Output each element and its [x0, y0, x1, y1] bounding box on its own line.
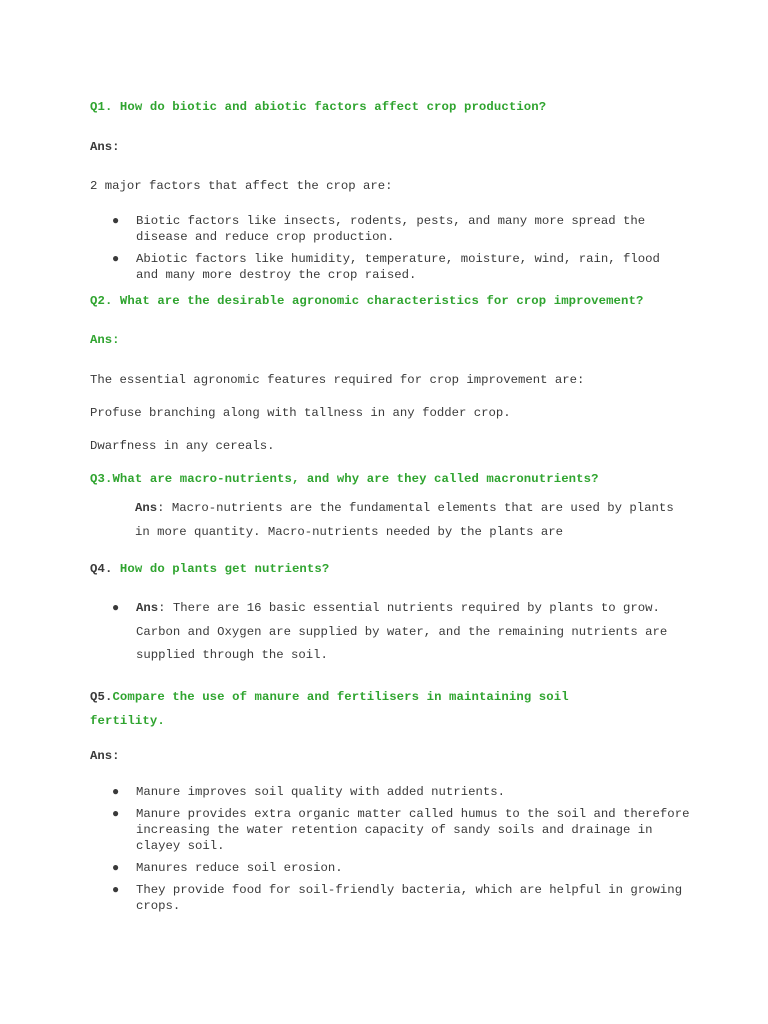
question-3: Q3.What are macro-nutrients, and why are they called macronutrients? — [90, 472, 599, 486]
answer-label-3: Ans — [135, 501, 158, 515]
bullet-dot-icon: ● — [112, 807, 120, 821]
answer-1-intro: 2 major factors that affect the crop are: — [90, 179, 393, 193]
question-5-prefix: Q5. — [90, 690, 113, 704]
answer-4-list — [90, 597, 670, 668]
answer-1-list — [90, 213, 680, 283]
bullet-dot-icon: ● — [112, 785, 120, 799]
question-4-prefix: Q4. — [90, 562, 113, 576]
answer-2-line-2: Profuse branching along with tallness in any fodder crop. — [90, 406, 511, 420]
list-item: ● Abiotic factors like humidity, temperature, moisture, wind, rain, flood and many more destroy the crop raised. — [112, 252, 660, 282]
bullet-dot-icon: ● — [112, 252, 120, 266]
question-1: Q1. How do biotic and abiotic factors affect crop production? — [90, 100, 547, 114]
answer-2-line-1: The essential agronomic features required for crop improvement are: — [90, 373, 585, 387]
list-item: ● They provide food for soil-friendly bacteria, which are helpful in growing crops. — [112, 883, 683, 913]
list-item: ● Biotic factors like insects, rodents, pests, and many more spread the disease and reduce crop production. — [112, 214, 646, 244]
answer-label-2: Ans: — [90, 333, 120, 347]
list-item: ● Manures reduce soil erosion. — [112, 861, 343, 875]
bullet-dot-icon: ● — [112, 601, 120, 615]
bullet-dot-icon: ● — [112, 883, 120, 897]
question-5: Q5.Compare the use of manure and fertilisers in maintaining soil fertility. — [90, 690, 577, 728]
bullet-dot-icon: ● — [112, 214, 120, 228]
list-item: ● Manure improves soil quality with added nutrients. — [112, 785, 505, 799]
answer-3: Ans: Macro-nutrients are the fundamental elements that are used by plants in more quantity. Macro-nutrients needed by the plants are — [135, 501, 674, 539]
answer-label-5: Ans: — [90, 749, 120, 763]
list-item: ● Ans: There are 16 basic essential nutrients required by plants to grow. Carbon and Oxygen are supplied by water, and the remaining nutrients are supplied through the soil. — [90, 597, 670, 668]
question-2: Q2. What are the desirable agronomic characteristics for crop improvement? — [90, 294, 644, 308]
answer-2-line-3: Dwarfness in any cereals. — [90, 439, 275, 453]
answer-label-1: Ans: — [90, 140, 120, 154]
question-4: Q4. How do plants get nutrients? — [90, 562, 330, 576]
answer-5-list — [90, 784, 690, 914]
list-item: ● Manure provides extra organic matter called humus to the soil and therefore increasing the water retention capacity of sandy soils and drainage in clayey soil. — [112, 807, 690, 853]
answer-label-4: Ans — [136, 601, 159, 615]
bullet-dot-icon: ● — [112, 861, 120, 875]
